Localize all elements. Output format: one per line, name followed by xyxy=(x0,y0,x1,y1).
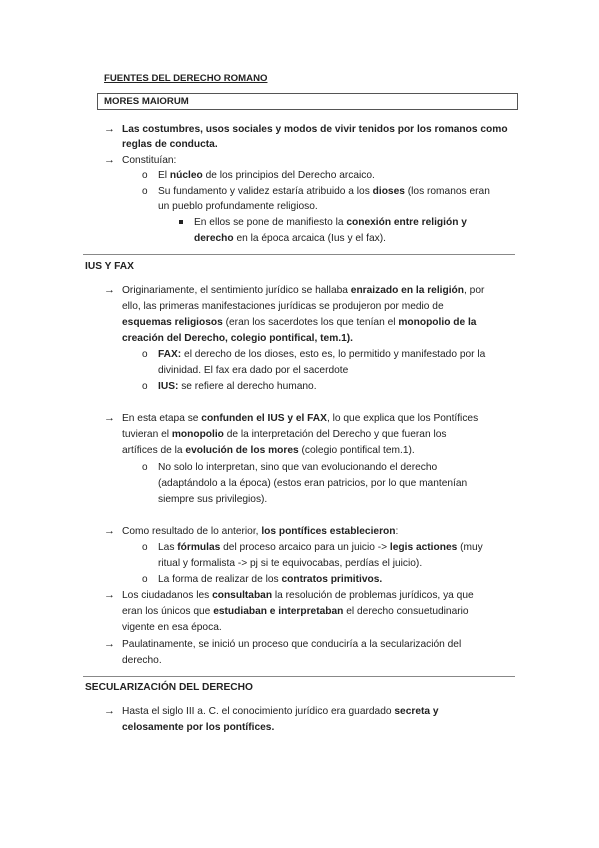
section-divider xyxy=(83,254,515,255)
fax-definition-line2: divinidad. El fax era dado por el sacerdote xyxy=(158,365,349,376)
circle-bullet: o xyxy=(142,381,148,392)
ciudadanos-line2: eran los únicos que estudiaban e interpretaban el derecho consuetudinario xyxy=(122,606,469,617)
originariamente-line1: Originariamente, el sentimiento jurídico se hallaba enraizado en la religión, por xyxy=(122,285,485,296)
interpretan-line2: (adaptándolo a la época) (estos eran patricios, por lo que mantenían xyxy=(158,478,468,489)
circle-bullet: o xyxy=(142,349,148,360)
interpretan-line1: No solo lo interpretan, sino que van evolucionando el derecho xyxy=(158,462,438,473)
confunden-line1: En esta etapa se confunden el IUS y el FAX, lo que explica que los Pontífices xyxy=(122,413,479,424)
circle-bullet: o xyxy=(142,462,148,473)
constituian-text: Constituían: xyxy=(122,155,177,166)
paulatinamente-line2: derecho. xyxy=(122,655,162,666)
arrow-bullet: → xyxy=(104,705,115,717)
section-divider xyxy=(83,676,515,677)
conexion-line2: derecho en la época arcaica (Ius y el fax). xyxy=(194,233,386,244)
arrow-bullet: → xyxy=(104,412,115,424)
fundamento-line2: un pueblo profundamente religioso. xyxy=(158,201,318,212)
originariamente-line2: ello, las primeras manifestaciones jurídicas se produjeron por medio de xyxy=(122,301,444,312)
nucleo-line: El núcleo de los principios del Derecho arcaico. xyxy=(158,170,375,181)
fax-definition-line1: FAX: el derecho de los dioses, esto es, lo permitido y manifestado por la xyxy=(158,349,486,360)
mores-heading: MORES MAIORUM xyxy=(104,96,189,107)
interpretan-line3: siempre sus privilegios). xyxy=(158,494,268,505)
contratos-line: La forma de realizar de los contratos primitivos. xyxy=(158,574,383,585)
ius-definition: IUS: se refiere al derecho humano. xyxy=(158,381,317,392)
confunden-line2: tuvieran el monopolio de la interpretación del Derecho y que fueran los xyxy=(122,429,447,440)
arrow-bullet: → xyxy=(104,525,115,537)
circle-bullet: o xyxy=(142,186,148,197)
mores-definition-line2: reglas de conducta. xyxy=(122,139,218,150)
ciudadanos-line1: Los ciudadanos les consultaban la resolución de problemas jurídicos, ya que xyxy=(122,590,474,601)
document-title: FUENTES DEL DERECHO ROMANO xyxy=(104,73,268,84)
ciudadanos-line3: vigente en esa época. xyxy=(122,622,222,633)
originariamente-line4: creación del Derecho, colegio pontifical, tem.1). xyxy=(122,333,353,344)
circle-bullet: o xyxy=(142,574,148,585)
arrow-bullet: → xyxy=(104,123,115,135)
arrow-bullet: → xyxy=(104,154,115,166)
siglo-iii-line2: celosamente por los pontífices. xyxy=(122,722,275,733)
fundamento-line1: Su fundamento y validez estaría atribuido a los dioses (los romanos eran xyxy=(158,186,490,197)
mores-definition-line1: Las costumbres, usos sociales y modos de vivir tenidos por los romanos como xyxy=(122,124,508,135)
formulas-line2: ritual y formalista -> pj si te equivocabas, perdías el juicio). xyxy=(158,558,423,569)
square-bullet xyxy=(179,220,183,224)
paulatinamente-line1: Paulatinamente, se inició un proceso que conduciría a la secularización del xyxy=(122,639,462,650)
arrow-bullet: → xyxy=(104,638,115,650)
siglo-iii-line1: Hasta el siglo III a. C. el conocimiento jurídico era guardado secreta y xyxy=(122,706,439,717)
confunden-line3: artífices de la evolución de los mores (colegio pontifical tem.1). xyxy=(122,445,415,456)
arrow-bullet: → xyxy=(104,284,115,296)
conexion-line1: En ellos se pone de manifiesto la conexión entre religión y xyxy=(194,217,467,228)
secularizacion-heading: SECULARIZACIÓN DEL DERECHO xyxy=(85,682,253,693)
circle-bullet: o xyxy=(142,170,148,181)
arrow-bullet: → xyxy=(104,589,115,601)
resultado-line: Como resultado de lo anterior, los pontífices establecieron: xyxy=(122,526,399,537)
circle-bullet: o xyxy=(142,542,148,553)
originariamente-line3: esquemas religiosos (eran los sacerdotes los que tenían el monopolio de la xyxy=(122,317,477,328)
formulas-line1: Las fórmulas del proceso arcaico para un juicio -> legis actiones (muy xyxy=(158,542,483,553)
ius-fax-heading: IUS Y FAX xyxy=(85,261,134,272)
